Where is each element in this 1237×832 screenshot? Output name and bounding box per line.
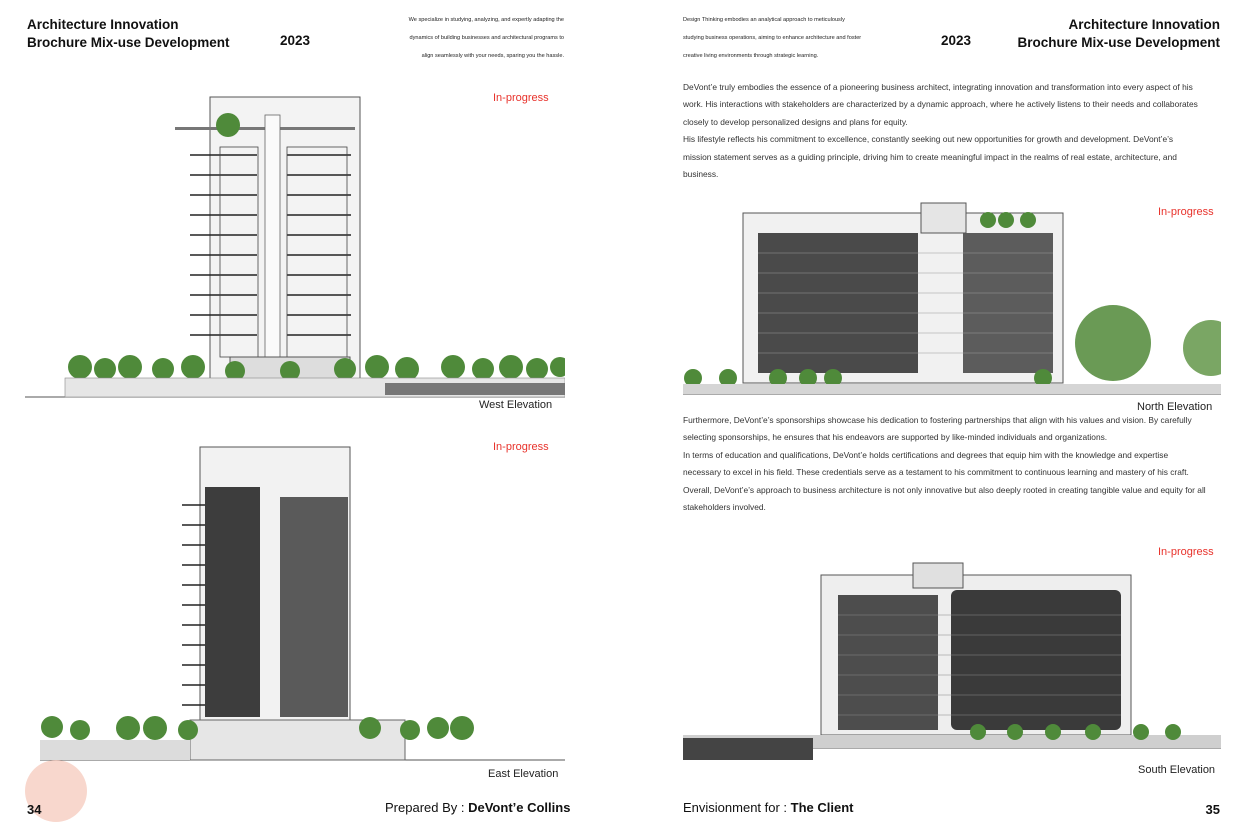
year-label: 2023 [941,33,972,48]
intro-blurb: Design Thinking embodies an analytical approach to meticulously studying business operations, aiming to enhance architecture and foster creative living environments through strategic learning. [683,17,862,59]
intro-paragraph: DeVont’e truly embodies the essence of a pioneering business architect, integrating innovation and transformation into every aspect of his work. His interactions with stakeholders are characterized by a dynamic approach, where he actively listens to their needs and collaborates closely to develop personalized designs and plans for equity. His lifestyle reflects his commitment to excellence, constantly seeking out new opportunities for growth and development. DeVont’e’s mission statement serves as a guiding principle, driving him to create meaningful impact in the realms of real estate, architecture, and business. [683,82,1198,180]
title-line-1: Architecture Innovation [1068,17,1220,32]
east-elevation-drawing [40,435,565,765]
west-elevation-drawing [25,85,565,400]
title-line-2: Brochure Mix-use Development [27,35,230,50]
prepared-by-footer: Prepared By : DeVont’e Collins [385,800,571,815]
status-in-progress: In-progress [493,92,549,104]
west-elevation-caption: West Elevation [479,399,553,411]
status-in-progress: In-progress [1158,546,1214,558]
status-in-progress: In-progress [493,441,549,453]
brochure-title [27,16,230,52]
title-line-1: Architecture Innovation [27,17,179,32]
page-number: 34 [27,802,42,817]
east-elevation-caption: East Elevation [488,768,559,780]
page-number: 35 [1205,802,1220,817]
envisionment-footer: Envisionment for : The Client [683,800,854,815]
south-elevation-caption: South Elevation [1138,764,1216,776]
year-label: 2023 [280,33,311,48]
title-line-2: Brochure Mix-use Development [1017,35,1220,50]
body-paragraph: Furthermore, DeVont’e’s sponsorships showcase his dedication to fostering partnerships that align with his values and vision. By carefully selecting sponsorships, he ensures that his endeavors are supported by like-minded individuals and organizations. In terms of education and qualifications, DeVont’e holds certifications and degrees that equip him with the knowledge and expertise necessary to excel in his field. These credentials serve as a testament to his commitment to continuous learning and mastery of his craft. Overall, DeVont’e’s approach to business architecture is not only innovative but also deeply rooted in creating tangible value and equity for all stakeholders involved. [683,415,1206,513]
status-in-progress: In-progress [1158,206,1214,218]
left-page [0,0,618,832]
north-elevation-drawing [683,198,1221,398]
intro-blurb: We specialize in studying, analyzing, and expertly adapting the dynamics of building businesses and architectural programs to align seamlessly with your needs, sparing you the hassle. [408,17,564,59]
south-elevation-drawing [683,560,1221,765]
right-page [619,0,1237,832]
brochure-title [1017,16,1220,52]
north-elevation-caption: North Elevation [1137,401,1213,413]
